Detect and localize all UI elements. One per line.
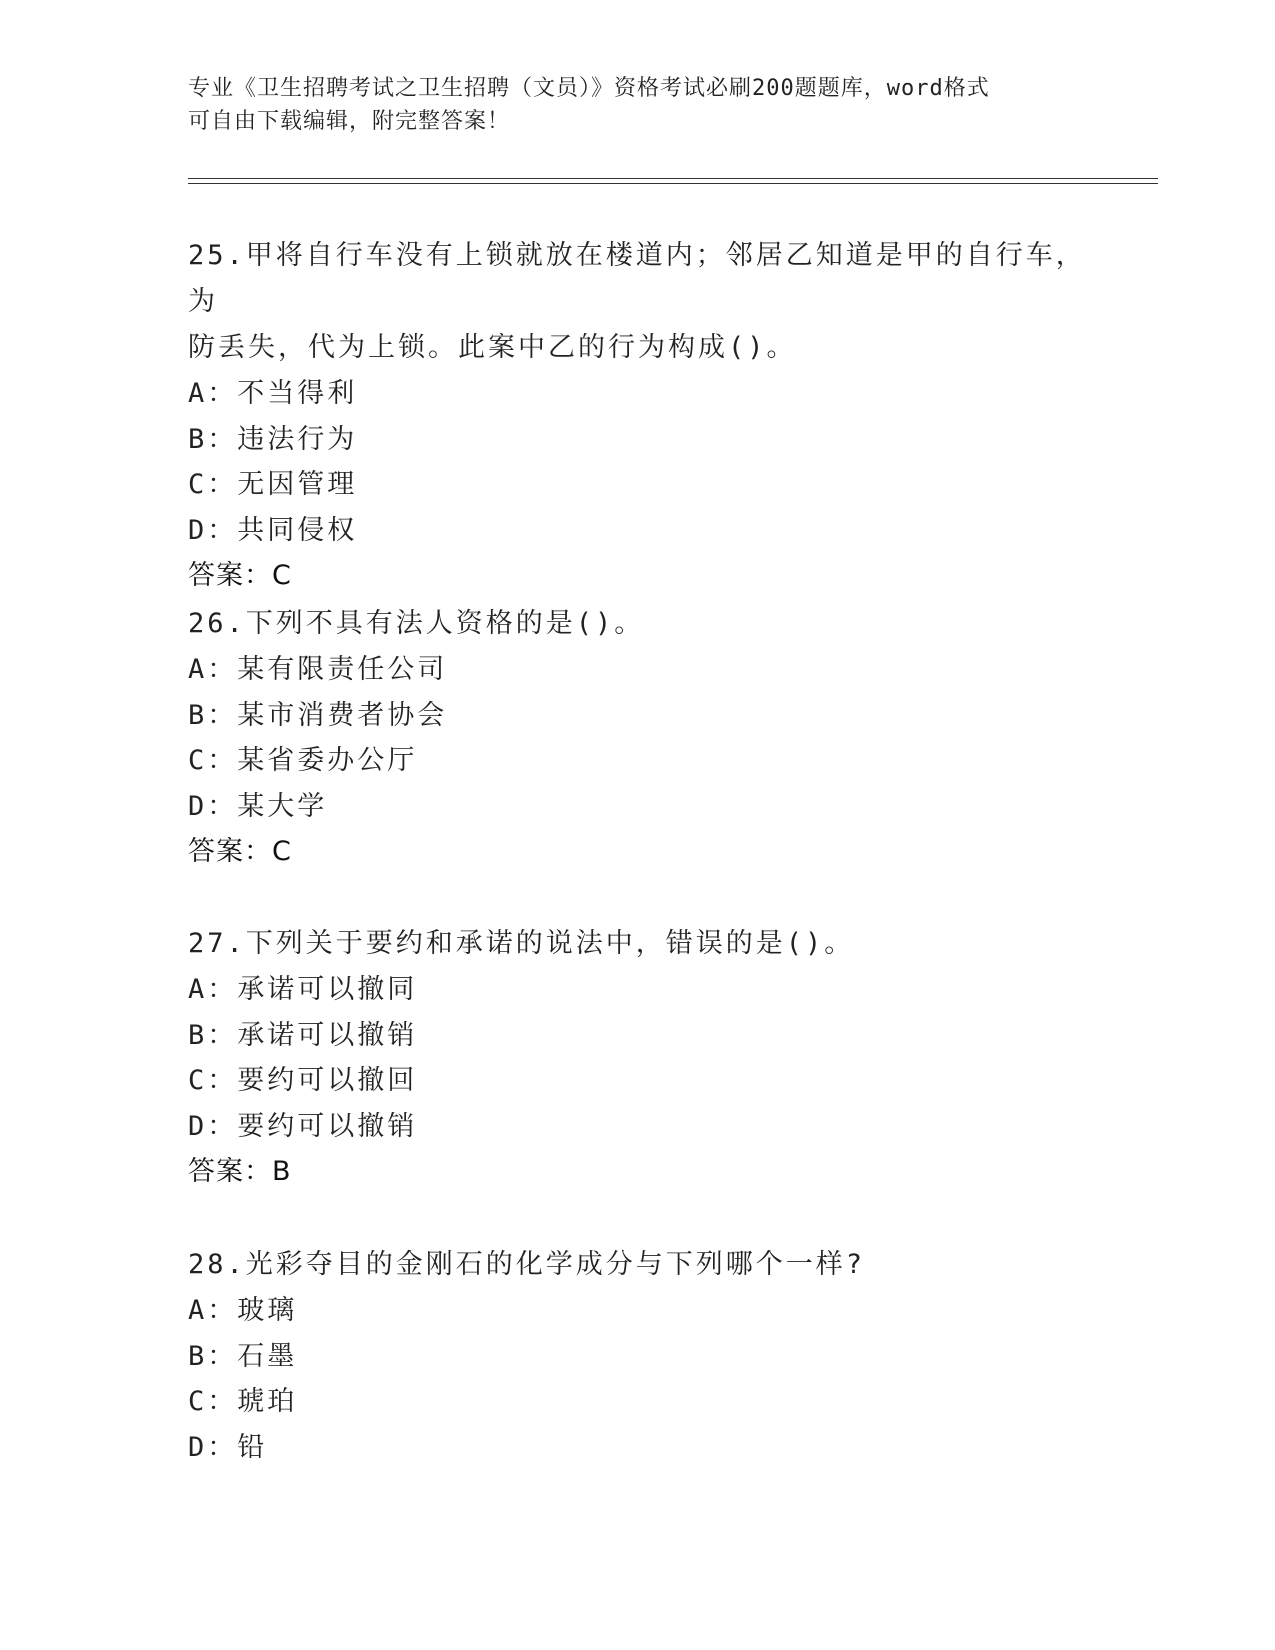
option-b: B：承诺可以撤销	[188, 1019, 418, 1051]
option-b: B：某市消费者协会	[188, 699, 448, 731]
question-stem-line: 27.下列关于要约和承诺的说法中，错误的是()。	[188, 928, 855, 959]
question-stem-line: 28.光彩夺目的金刚石的化学成分与下列哪个一样?	[188, 1249, 866, 1280]
question-26	[188, 601, 1088, 875]
answer: 答案：C	[188, 560, 292, 591]
header-line-1: 专业《卫生招聘考试之卫生招聘（文员）》资格考试必刷200题题库，word格式	[188, 76, 990, 101]
answer: 答案：B	[188, 1156, 292, 1187]
document-header	[188, 72, 1088, 138]
option-a: A：不当得利	[188, 378, 358, 409]
option-d: D：要约可以撤销	[188, 1110, 418, 1142]
option-c: C：某省委办公厅	[188, 745, 418, 776]
option-d: D：共同侵权	[188, 514, 358, 546]
option-a: A：承诺可以撤同	[188, 974, 418, 1005]
header-divider-bottom	[188, 183, 1158, 184]
option-b: B：石墨	[188, 1340, 298, 1372]
answer: 答案：C	[188, 836, 292, 867]
question-27	[188, 921, 1088, 1195]
question-stem-line: 防丢失，代为上锁。此案中乙的行为构成()。	[188, 332, 797, 363]
option-c: C：要约可以撤回	[188, 1065, 418, 1096]
option-d: D：某大学	[188, 790, 328, 822]
header-divider-top	[188, 178, 1158, 179]
option-c: C：琥珀	[188, 1386, 298, 1417]
question-stem-line: 25.甲将自行车没有上锁就放在楼道内；邻居乙知道是甲的自行车，为	[188, 240, 1086, 317]
option-b: B：违法行为	[188, 423, 358, 455]
option-d: D：铅	[188, 1431, 268, 1463]
option-a: A：玻璃	[188, 1295, 298, 1326]
question-stem-line: 26.下列不具有法人资格的是()。	[188, 608, 645, 639]
question-28	[188, 1242, 1088, 1470]
option-c: C：无因管理	[188, 469, 358, 500]
question-25	[188, 233, 1088, 599]
header-line-2: 可自由下载编辑，附完整答案！	[188, 109, 511, 134]
option-a: A：某有限责任公司	[188, 654, 448, 685]
